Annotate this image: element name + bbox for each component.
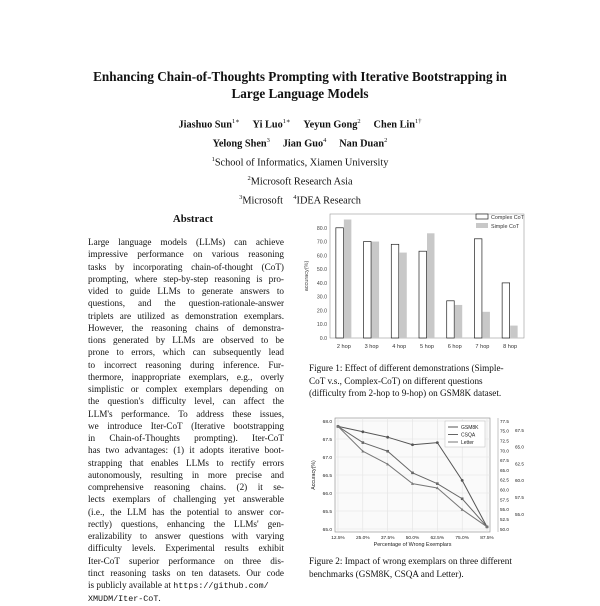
- fig1-bar: [336, 228, 344, 338]
- fig1-y-tick-label: 50.0: [316, 267, 327, 274]
- fig2-right-tick-label-a: 50.0: [500, 526, 509, 532]
- fig2-right-tick-label-b: 57.5: [515, 495, 524, 500]
- abstract-line: lects exemplars of challenging yet answerable: [88, 494, 284, 505]
- affiliation-sup: 1: [211, 155, 215, 163]
- fig1-y-tick-label: 70.0: [316, 239, 327, 246]
- fig1-y-tick-label: 20.0: [316, 308, 327, 315]
- fig2-right-tick-label-b: 67.5: [515, 427, 524, 433]
- fig1-y-tick-label: 10.0: [316, 322, 327, 329]
- fig1-y-tick-label: 60.0: [316, 253, 327, 260]
- fig2-right-tick-label-a: 65.0: [500, 467, 509, 473]
- fig1-bar: [482, 312, 490, 338]
- fig2-right-tick-label-a: 70.0: [500, 448, 509, 454]
- affiliation: [40, 152, 560, 171]
- fig2-point: [461, 497, 464, 500]
- fig1-bar: [510, 326, 517, 338]
- fig1-bar: [399, 253, 407, 338]
- fig1-bar: [427, 233, 435, 338]
- fig1-x-tick-label: 3 hop: [364, 344, 379, 350]
- affiliation-text: School of Informatics, Xiamen University: [214, 157, 389, 169]
- fig2-point: [411, 472, 414, 475]
- fig2-left-tick-label: 67.0: [322, 455, 332, 461]
- fig2-left-tick-label: 66.0: [322, 491, 332, 497]
- affiliation: [40, 171, 560, 190]
- fig2-x-tick-label: 25.0%: [356, 536, 370, 541]
- fig1-x-tick-label: 2 hop: [336, 344, 351, 350]
- paper-title: [40, 68, 560, 102]
- author-name: Chen Lin: [373, 119, 416, 131]
- fig2-left-tick-label: 67.5: [322, 437, 332, 443]
- abstract-line: eralizability to answer questions with varying: [88, 531, 284, 541]
- abstract-line: (i.e., the LLM has the potential to answer cor-: [88, 506, 284, 517]
- abstract-line: vided to guide LLMs to generate answers to: [88, 286, 284, 296]
- author-name: Yeyun Gong: [303, 119, 358, 131]
- abstract-line: strapping that enables LLMs to rectify errors: [88, 457, 284, 468]
- fig2-right-tick-label-a: 75.0: [500, 428, 509, 434]
- fig1-bar: [502, 283, 510, 338]
- fig2-point: [436, 441, 439, 444]
- fig2-point: [386, 436, 389, 439]
- fig2-right-tick-label-a: 57.5: [500, 497, 509, 503]
- abstract-line: comprehensive reasoning chains. (2) it se-: [88, 482, 284, 492]
- author-sup: 3: [266, 136, 270, 144]
- fig1-x-tick-label: 6 hop: [447, 344, 462, 350]
- fig2-y-axis-label: Accuracy(%): [311, 460, 317, 490]
- fig2-left-tick-label: 65.5: [322, 509, 332, 515]
- author-block: [40, 114, 560, 209]
- abstract-body: [88, 236, 284, 606]
- affiliation-sup: 3: [239, 193, 243, 201]
- author-row-1: [40, 114, 560, 133]
- author-sup: 2: [357, 118, 361, 125]
- fig2-point: [386, 450, 389, 453]
- fig2-x-tick-label: 50.0%: [405, 536, 420, 541]
- abstract-line: tinct reasoning tasks on ten datasets. Our code: [88, 567, 284, 578]
- fig2-x-tick-label: 62.5%: [430, 536, 445, 541]
- fig2-x-tick-label: 37.5%: [380, 536, 395, 541]
- author-sup: 2: [384, 136, 388, 144]
- fig1-bar: [455, 305, 463, 338]
- affiliation-text: Microsoft Research Asia: [250, 176, 353, 188]
- fig2-right-tick-label-b: 60.0: [515, 478, 524, 484]
- author-sup: 1∗: [282, 118, 291, 125]
- abstract-line: Large language models (LLMs) can achieve: [88, 237, 284, 247]
- fig2-point: [361, 430, 364, 433]
- abstract-line: tasks by incorporating chain-of-thought (CoT): [88, 261, 284, 272]
- abstract-line: LLM's performance. To address these issues,: [88, 408, 284, 419]
- author-name: Jiashuo Sun: [178, 119, 232, 131]
- fig2-point: [436, 482, 439, 485]
- abstract-url-line-2: [88, 592, 284, 605]
- fig1-bar: [372, 242, 380, 338]
- fig2-x-tick-label: 12.5%: [331, 536, 345, 541]
- fig1-y-tick-label: 0.0: [319, 336, 327, 342]
- abstract-line: questions, and the question-rationale-answer: [88, 298, 284, 309]
- abstract-url-line: [88, 579, 284, 592]
- abstract-line: simplistic or complex exemplars depending on: [88, 384, 284, 394]
- title-line-2: Large Language Models: [231, 86, 369, 101]
- abstract-line: in Chain-of-Thoughts prompting). Iter-CoT: [88, 433, 284, 443]
- abstract-line: thermore, inappropriate exemplars, e.g., overly: [88, 371, 284, 382]
- fig2-right-tick-label-a: 62.5: [500, 477, 509, 483]
- abstract-line: the question's difficulty level, can affect the: [88, 396, 284, 407]
- fig2-axes: [311, 418, 524, 548]
- figure-1-bar-chart: [300, 206, 530, 354]
- fig2-legend-label: GSM8K: [461, 424, 479, 431]
- figure-2-caption: Figure 2: Impact of wrong exemplars on three different benchmarks (GSM8K, CSQA and Letter).: [309, 556, 512, 579]
- fig2-right-tick-label-a: 60.0: [500, 487, 509, 493]
- title-line-1: Enhancing Chain-of-Thoughts Prompting with Iterative Bootstrapping in: [93, 69, 507, 84]
- fig2-right-tick-label-a: 67.5: [500, 458, 509, 464]
- fig2-x-tick-label: 75.0%: [455, 536, 469, 541]
- fig1-legend-label: Simple CoT: [491, 224, 520, 230]
- abstract-heading: Abstract: [172, 213, 214, 225]
- abstract-line: autonomously, resulting in more precise and: [88, 469, 284, 480]
- fig2-legend-label: CSQA: [461, 432, 476, 439]
- figure-2-line-chart: [305, 410, 530, 550]
- fig2-point: [411, 443, 414, 446]
- author-sup: 4: [323, 136, 327, 144]
- abstract-line: However, the reasoning chains of demonstra-: [88, 322, 284, 333]
- code-url-cont[interactable]: XMUDM/Iter-CoT: [88, 594, 159, 605]
- fig2-point: [461, 479, 464, 482]
- fig2-right-tick-label-a: 55.0: [500, 507, 509, 513]
- abstract-line: Iter-CoT superior performance on three dis-: [88, 555, 284, 566]
- fig2-right-tick-label-b: 62.5: [515, 461, 524, 467]
- fig1-y-tick-label: 40.0: [316, 280, 327, 287]
- abstract-line: prompting, where step-by-step reasoning is pro-: [88, 273, 284, 284]
- fig1-y-axis-label: accuracy(%): [304, 260, 310, 292]
- fig2-right-tick-label-b: 55.0: [515, 511, 524, 517]
- code-url[interactable]: https://github.com/: [173, 581, 269, 591]
- abstract-line: impressive performance on various reasoning: [88, 249, 284, 260]
- fig1-bars: [336, 220, 518, 338]
- fig2-right-tick-label-b: 65.0: [515, 444, 524, 450]
- fig2-x-tick-label: 87.5%: [480, 536, 494, 541]
- author-name: Nan Duan: [339, 138, 385, 150]
- figure-1-caption: Figure 1: Effect of different demonstrations (Simple-CoT v.s., Complex-CoT) on different questions (difficulty from 2-hop to 9-hop) on GSM8K dataset.: [309, 363, 504, 398]
- affiliation-text: IDEA Research: [296, 195, 361, 207]
- affiliation-sup: 2: [247, 174, 251, 182]
- fig1-x-tick-label: 8 hop: [503, 344, 518, 350]
- fig1-legend: [476, 214, 525, 230]
- author-sup: 1†: [415, 118, 422, 125]
- abstract-line: to incorrect reasoning during inference. Fur-: [88, 359, 284, 370]
- fig1-y-tick-label: 80.0: [316, 225, 327, 232]
- fig2-legend-label: Letter: [461, 439, 474, 446]
- affiliation-text: Microsoft: [242, 195, 283, 207]
- fig1-y-tick-label: 30.0: [316, 294, 327, 301]
- abstract-line: prone to errors, which can subsequently lead: [88, 347, 284, 358]
- fig2-x-axis-label: Percentage of Wrong Exemplars: [373, 542, 452, 548]
- fig2-right-tick-label-a: 77.5: [500, 418, 509, 424]
- fig2-legend: [445, 421, 485, 447]
- abstract-end: .: [158, 593, 161, 604]
- fig1-bar: [419, 251, 427, 338]
- fig1-bar: [447, 301, 455, 338]
- fig1-bar: [474, 239, 482, 338]
- fig2-left-tick-label: 68.0: [322, 419, 332, 425]
- abstract-line: tions generated by LLMs are observed to be: [88, 335, 284, 345]
- fig1-legend-swatch: [476, 214, 488, 219]
- abstract-line: has two advantages: (1) it adopts iterative boot-: [88, 445, 284, 456]
- fig1-x-tick-label: 7 hop: [475, 344, 490, 350]
- fig2-point: [362, 441, 365, 444]
- abstract-line: difficulty levels. Experimental results exhibit: [88, 543, 284, 554]
- fig2-right-tick-label-a: 72.5: [500, 438, 509, 444]
- author-name: Yi Luo: [252, 119, 283, 131]
- author-sup: 1∗: [232, 118, 240, 125]
- fig2-left-tick-label: 65.0: [322, 527, 332, 533]
- fig1-bar: [391, 244, 399, 338]
- fig2-left-tick-label: 66.5: [322, 473, 332, 479]
- abstract-last-line: is publicly available at: [88, 580, 171, 590]
- abstract-line: triplets are utilized as demonstration exemplars.: [88, 310, 284, 321]
- author-name: Jian Guo: [282, 138, 324, 150]
- fig1-bar: [364, 242, 371, 338]
- fig1-legend-label: Complex CoT: [491, 215, 524, 221]
- fig1-x-tick-label: 4 hop: [392, 344, 407, 350]
- author-row-2: [40, 133, 560, 152]
- fig1-legend-swatch: [476, 223, 488, 228]
- fig2-right-tick-label-a: 52.5: [500, 516, 509, 522]
- fig1-x-tick-label: 5 hop: [420, 344, 434, 350]
- abstract-line: we introduce Iter-CoT (Iterative bootstrapping: [88, 420, 284, 431]
- affiliation-sup: 4: [293, 193, 297, 201]
- abstract-line: rectly) questions, enhancing the LLMs' gen-: [88, 518, 284, 529]
- author-name: Yelong Shen: [212, 138, 267, 150]
- fig1-bar: [344, 220, 352, 338]
